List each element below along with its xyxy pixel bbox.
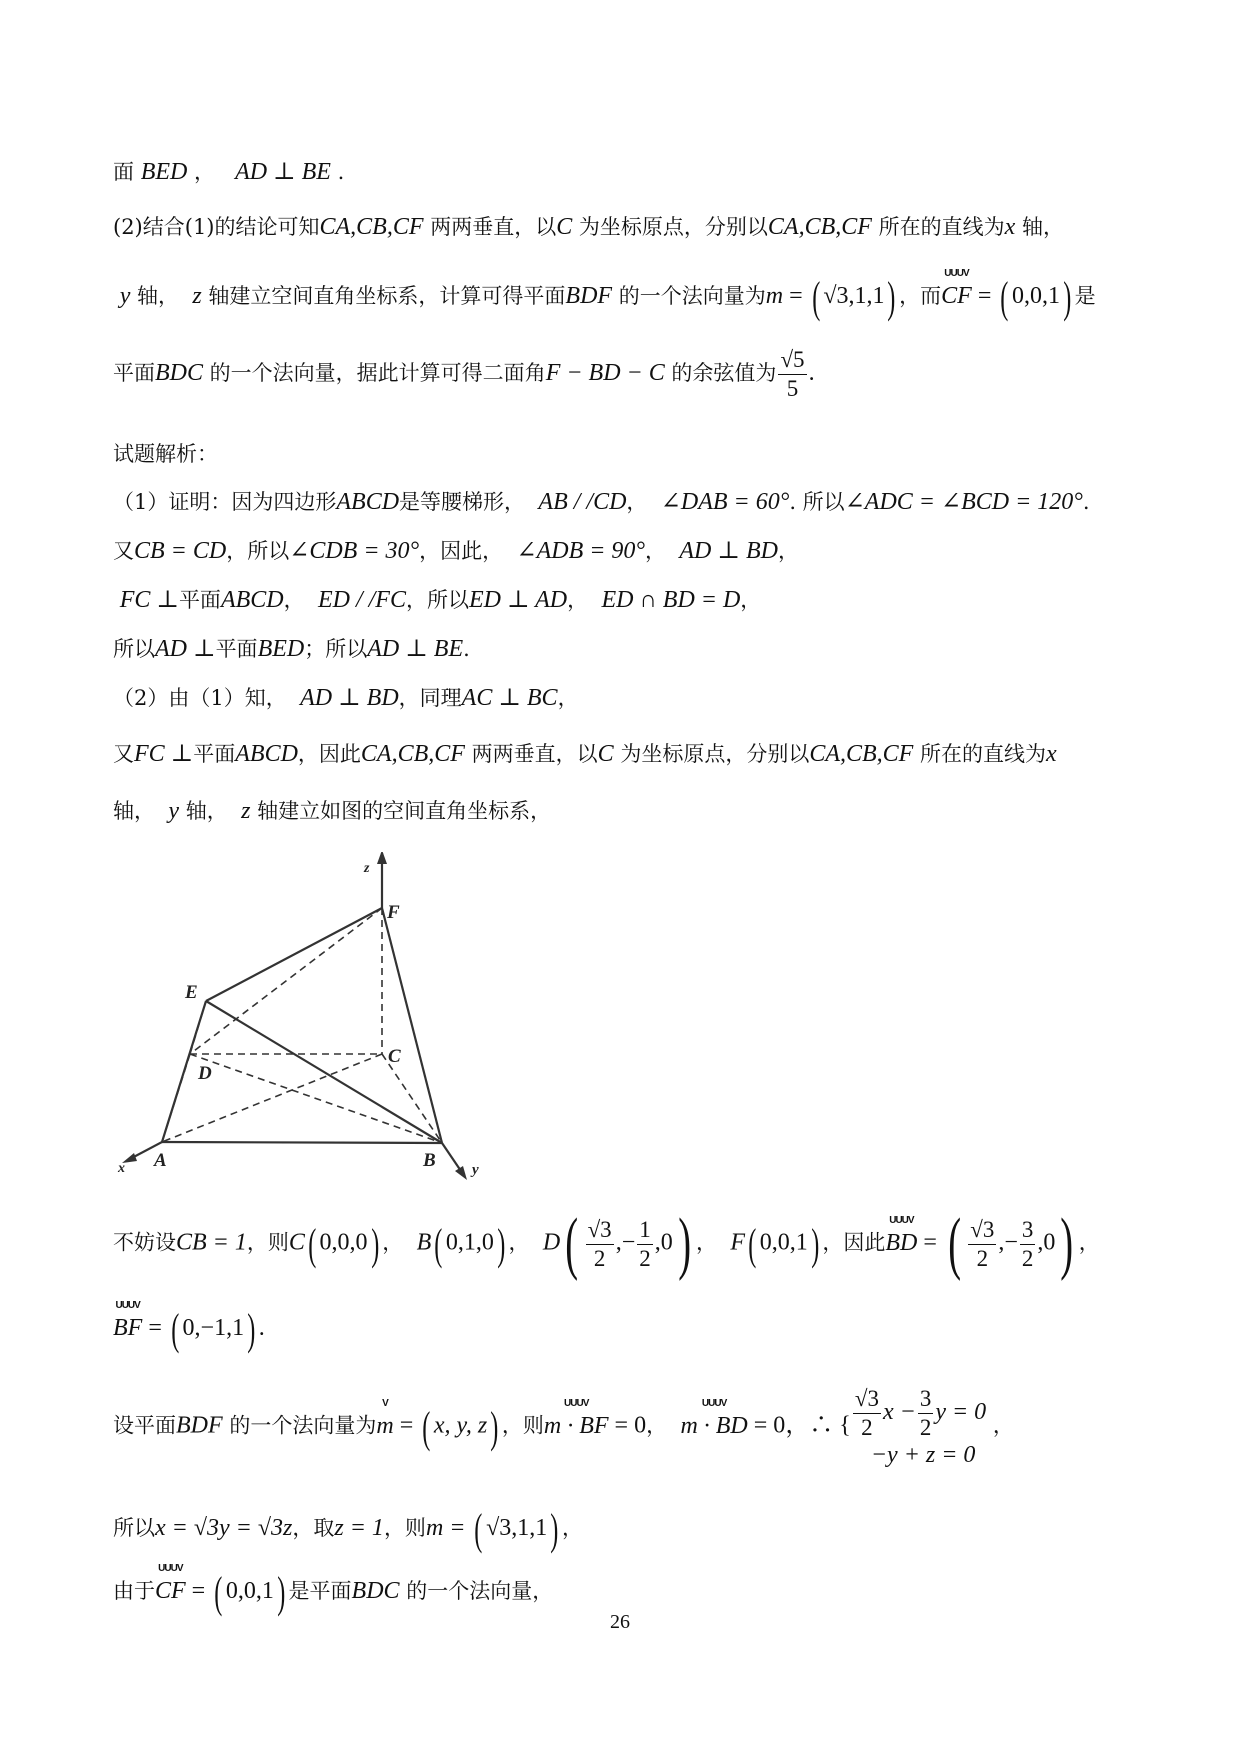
numerator: 3 (1020, 1216, 1036, 1245)
text-segment: ， (567, 588, 589, 612)
text-line-16: 所以x = √3y = √3z，取z = 1，则m = ( √3,1,1) ， (113, 1505, 583, 1554)
text-segment: （1）证明：因为四边形 (113, 490, 337, 514)
text-segment: ，同理 (398, 686, 462, 710)
label-B: B (423, 1150, 436, 1171)
text-segment: 为坐标原点，分别以 (613, 742, 810, 766)
text-segment: 面 (113, 160, 134, 184)
dot-product-m-BD (680, 1397, 748, 1440)
vector-BD (885, 1214, 918, 1257)
math-expr: BD (885, 1229, 918, 1256)
text-segment: ，则 (383, 1516, 426, 1540)
math-expr: CA,CB,CF (809, 741, 914, 767)
math-expr: AD ⊥ BD (300, 685, 399, 711)
math-expr: 0,0,1 (1012, 283, 1061, 309)
text-segment: ， (508, 1230, 530, 1255)
text-segment: 所以 (113, 1516, 155, 1540)
text-segment: ， (696, 1230, 718, 1255)
text-segment: ， (194, 160, 216, 184)
math-expr: ，∴ { (785, 1412, 851, 1439)
text-segment: ，所以 (226, 539, 290, 563)
math-expr: y (168, 798, 180, 824)
math-expr: CA,CB,CF (767, 214, 872, 240)
text-segment: 轴建立空间直角坐标系，计算可得平面 (201, 284, 566, 308)
text-segment: ， (557, 686, 579, 710)
math-expr: BED (257, 636, 305, 662)
vector-m (376, 1397, 394, 1440)
math-expr: ABCD (220, 587, 284, 613)
text-segment: ， (626, 490, 648, 514)
math-expr: = 0 (747, 1412, 786, 1439)
text-line-8 (113, 584, 761, 614)
math-expr: AC ⊥ BC (461, 685, 558, 711)
text-segment: . (463, 637, 470, 661)
math-expr: = (783, 283, 809, 309)
math-expr: CA,CB,CF (319, 214, 424, 240)
math-expr: x (1004, 214, 1016, 240)
math-expr: ED / /FC (317, 587, 406, 613)
text-segment: . (1082, 490, 1090, 514)
fraction (637, 1216, 653, 1273)
math-expr: = (142, 1315, 168, 1341)
denominator: 2 (593, 1245, 606, 1271)
text-segment: 由于 (113, 1579, 155, 1603)
text-segment: 轴建立如图的空间直角坐标系， (250, 799, 552, 823)
text-segment: ；所以 (304, 637, 368, 661)
numerator: √3 (853, 1385, 881, 1414)
math-expr: ABCD (336, 489, 400, 515)
text-line-13: 不妨设CB = 1，则C( 0,0,0) ， B( 0,1,0) ， D( $\frac{√3}{2}$ ,− $\frac{1}{2}$ ,0) ， F( 0,0,1) ，因此 UUUV BD = ( $\frac{√3}{2}$ ,− $\frac{3}{2}$ ,0) ， (113, 1205, 1100, 1282)
math-expr: x, y, z (433, 1412, 488, 1439)
text-segment: (2)结合(1)的结论可知 (113, 215, 320, 239)
math-expr: ,− (998, 1229, 1018, 1256)
math-expr: = (971, 283, 998, 309)
fraction (778, 346, 806, 403)
text-segment: ， (283, 588, 305, 612)
fraction (968, 1216, 996, 1273)
vector-BF (113, 1300, 143, 1342)
text-segment: 平面 (113, 361, 155, 385)
text-segment: ，所以 (405, 588, 469, 612)
text-segment: 的余弦值为 (664, 361, 777, 385)
math-expr: BF (113, 1315, 143, 1341)
math-expr: CF (155, 1578, 186, 1604)
math-expr: x − (882, 1399, 916, 1425)
vector-arrow-icon: UUUV (701, 1397, 727, 1409)
math-expr: AD ⊥ BE (367, 636, 464, 662)
vector-CF (155, 1563, 186, 1605)
math-expr: m (376, 1412, 394, 1439)
text-line-5 (113, 438, 218, 468)
vector-arrow-icon: UUUV (564, 1397, 589, 1409)
text-segment: ，则 (246, 1230, 289, 1255)
text-line-15: 设平面BDF 的一个法向量为 V m = ( x, y, z) ，则 UUUV m · BF = 0， UUUV m · BD = 0，∴ { $\frac{√3}{2}$ x − $\frac{3}{2}$ y = 0 −y + z = 0 ， (113, 1386, 1014, 1468)
text-line-17: 由于 UUUV CF = ( 0,0,1) 是平面BDC 的一个法向量， (113, 1563, 554, 1617)
math-expr: m = (425, 1515, 472, 1541)
equation-system (851, 1385, 986, 1469)
text-line-6 (113, 486, 1090, 516)
text-segment: 轴， (130, 284, 180, 308)
denominator: 2 (976, 1245, 989, 1271)
text-segment: ，因此， (419, 539, 504, 563)
math-expr: ∠DAB = 60° (660, 489, 790, 515)
fraction (1020, 1216, 1036, 1273)
math-expr: BDF (565, 283, 613, 309)
text-segment: 不妨设 (113, 1230, 176, 1255)
text-segment: ，因此 (822, 1230, 886, 1255)
text-line-9 (113, 633, 470, 663)
math-expr: 0,0,1 (759, 1229, 808, 1256)
math-expr: ,− (615, 1229, 636, 1256)
text-segment: ， (777, 539, 799, 563)
text-segment: （2）由（1）知， (113, 686, 287, 710)
label-z: z (364, 861, 370, 876)
text-line-4 (113, 346, 815, 403)
numerator: 3 (918, 1385, 934, 1414)
text-segment: ， (646, 1413, 668, 1438)
math-expr: x = √3y = √3z (155, 1515, 293, 1541)
math-expr: CB = CD (134, 538, 227, 564)
text-segment: ， (561, 1516, 583, 1540)
text-segment: 平面 (193, 742, 236, 766)
text-segment: 的一个法向量，据此计算可得二面角 (203, 361, 546, 385)
text-line-11 (113, 738, 1057, 768)
fraction (918, 1385, 934, 1442)
text-segment: 平面 (215, 637, 258, 661)
text-segment: 两两垂直，以 (423, 215, 557, 239)
math-expr: BDF (176, 1412, 223, 1439)
text-segment: 的一个法向量， (399, 1579, 554, 1603)
text-segment: ，因此 (297, 742, 361, 766)
text-segment: ， (382, 1230, 404, 1255)
math-expr: CF (941, 283, 972, 309)
math-expr: 0,0,0 (319, 1229, 368, 1256)
denominator: 5 (786, 376, 799, 401)
math-expr: ∠ADC = ∠BCD = 120° (844, 489, 1083, 515)
text-segment: 两两垂直，以 (464, 742, 598, 766)
text-line-14: UUUV BF = ( 0,−1,1) . (113, 1300, 265, 1354)
math-expr: AB / /CD (538, 489, 627, 515)
numerator: √3 (968, 1216, 996, 1245)
text-segment: . 所以 (789, 490, 845, 514)
text-segment: 设平面 (113, 1413, 176, 1438)
math-expr: y = 0 (935, 1399, 987, 1425)
text-segment: 又 (113, 539, 134, 563)
text-segment: 所在的直线为 (913, 742, 1047, 766)
math-expr: m · BD (680, 1412, 748, 1439)
math-expr: = (185, 1578, 212, 1604)
text-line-7 (113, 535, 799, 565)
text-segment: ，而 (899, 284, 942, 308)
text-line-3: y 轴， z 轴建立空间直角坐标系，计算可得平面BDF 的一个法向量为m = ( √3,1,1) ，而 UUUV CF = ( 0,0,1) 是 (119, 268, 1096, 322)
text-segment: . (258, 1315, 265, 1341)
math-expr: F (730, 1229, 746, 1256)
text-segment: ， (645, 539, 667, 563)
math-expr: = (393, 1412, 420, 1439)
math-expr: 0,1,0 (445, 1229, 494, 1256)
math-expr: BED (140, 159, 188, 185)
vector-arrow-icon: UUUV (158, 1563, 183, 1574)
text-segment: 平面 (178, 588, 221, 612)
math-expr: FC ⊥ (119, 587, 179, 613)
text-segment: . (337, 160, 345, 184)
math-expr: C (556, 214, 573, 240)
math-expr: ED ⊥ AD (468, 587, 568, 613)
equation-row-2: −y + z = 0 (870, 1442, 976, 1468)
math-expr: CB = 1 (176, 1229, 247, 1256)
text-segment: 又 (113, 742, 134, 766)
denominator: 2 (1021, 1245, 1034, 1271)
vector-arrow-icon: UUUV (889, 1214, 914, 1226)
math-expr: √3,1,1 (486, 1515, 548, 1541)
math-expr: ,0 (1037, 1229, 1056, 1256)
text-segment: 轴， (1015, 215, 1064, 239)
vector-CF (941, 268, 972, 310)
text-line-12 (113, 795, 551, 825)
math-expr: FC ⊥ (134, 741, 194, 767)
denominator: 2 (919, 1415, 932, 1440)
numerator: 1 (637, 1216, 653, 1245)
equation-row-1 (851, 1385, 986, 1442)
label-E: E (185, 982, 198, 1003)
label-C: C (388, 1046, 401, 1067)
denominator: 2 (861, 1415, 873, 1440)
text-segment: 为坐标原点，分别以 (572, 215, 768, 239)
math-expr: CA,CB,CF (360, 741, 465, 767)
page-number: 26 (610, 1611, 630, 1633)
math-expr: √3,1,1 (823, 283, 885, 309)
text-segment: ，取 (292, 1516, 335, 1540)
math-expr: m (765, 283, 784, 309)
text-segment: ， (740, 588, 762, 612)
numerator: √3 (586, 1216, 614, 1245)
text-segment: 是 (1074, 284, 1096, 308)
text-segment: 轴， (179, 799, 228, 823)
label-x: x (118, 1161, 125, 1176)
dot-product-m-BF (543, 1397, 609, 1440)
text-segment: 的一个法向量为 (222, 1413, 377, 1438)
math-expr: BDC (155, 360, 203, 386)
vector-arrow-icon: UUUV (115, 1300, 140, 1311)
math-expr: z = 1 (334, 1515, 384, 1541)
denominator: 2 (639, 1245, 651, 1271)
text-line-2 (113, 211, 1064, 241)
vector-arrow-icon: V (382, 1397, 388, 1409)
text-segment: . (808, 360, 815, 386)
fraction (853, 1385, 881, 1442)
math-expr: ,0 (654, 1229, 673, 1256)
math-expr: = (917, 1229, 943, 1256)
math-expr: D (542, 1229, 561, 1256)
text-segment: ， (992, 1413, 1014, 1438)
label-A: A (154, 1150, 167, 1171)
label-y: y (472, 1162, 479, 1178)
math-expr: AD ⊥ BE (235, 159, 331, 185)
math-expr: ∠ADB = 90° (516, 538, 646, 564)
geometry-figure (110, 852, 490, 1192)
text-segment: 是等腰梯形， (399, 490, 526, 514)
text-segment: 所以 (113, 637, 155, 661)
math-expr: z (192, 283, 202, 309)
math-expr: z (241, 798, 251, 824)
math-expr: m · BF (543, 1412, 609, 1439)
math-expr: BDC (351, 1578, 400, 1604)
math-expr: B (416, 1229, 432, 1256)
math-expr: ∠CDB = 30° (289, 538, 420, 564)
math-expr: AD ⊥ BD (679, 538, 778, 564)
math-expr: 0,−1,1 (182, 1315, 245, 1341)
edge-AB (162, 1142, 442, 1143)
math-expr: x (1046, 741, 1057, 767)
text-segment: ，则 (501, 1413, 544, 1438)
text-segment: 所在的直线为 (871, 215, 1005, 239)
section-heading: 试题解析： (113, 442, 218, 466)
text-line-10 (113, 682, 579, 712)
label-F: F (387, 902, 400, 923)
fraction (586, 1216, 614, 1273)
math-expr: AD ⊥ (155, 636, 216, 662)
label-D: D (198, 1063, 212, 1084)
text-segment: 的一个法向量为 (612, 284, 766, 308)
text-segment: 是平面 (288, 1579, 352, 1603)
math-expr: = 0 (608, 1412, 647, 1439)
text-segment: ， (1078, 1230, 1100, 1255)
vector-arrow-icon: UUUV (944, 268, 969, 279)
math-expr: 0,0,1 (225, 1578, 274, 1604)
numerator: √5 (778, 346, 806, 375)
math-expr: C (597, 741, 614, 767)
text-segment: 轴， (113, 799, 155, 823)
math-expr: ABCD (235, 741, 298, 767)
math-expr: ED ∩ BD = D (601, 587, 741, 613)
text-line-1 (113, 156, 344, 186)
math-expr: C (288, 1229, 305, 1256)
math-expr: y (119, 283, 131, 309)
math-expr: F − BD − C (545, 360, 665, 386)
